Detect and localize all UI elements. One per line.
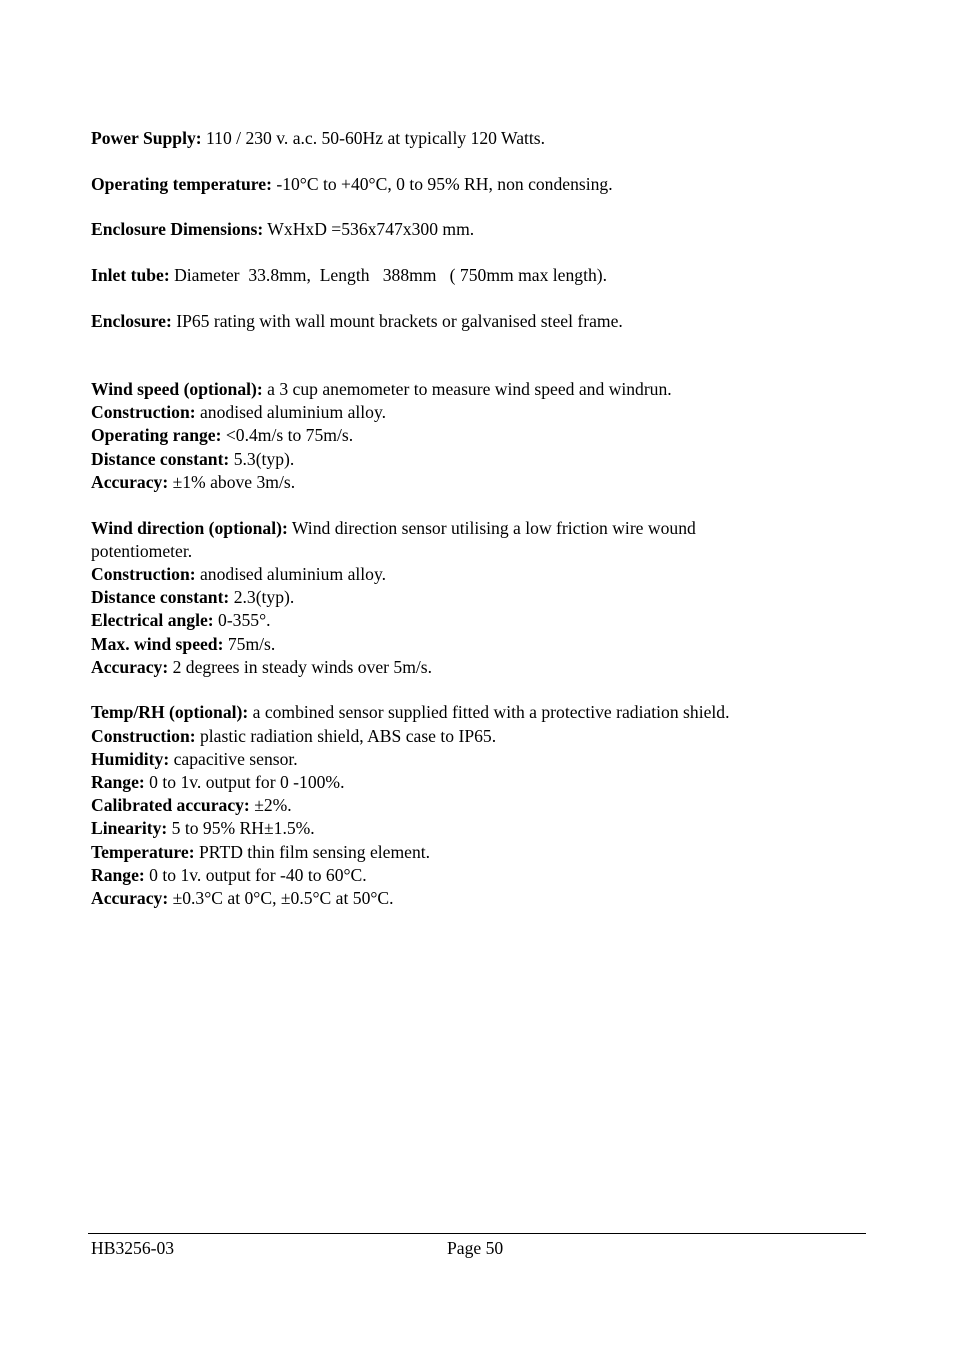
spec-value: Diameter 33.8mm, Length 388mm ( 750mm max length). xyxy=(169,265,608,286)
spec-line xyxy=(91,656,871,679)
spec-line xyxy=(91,794,871,817)
spec-value: ±1% above 3m/s. xyxy=(168,471,296,492)
spec-label: Accuracy: xyxy=(91,888,169,909)
section-spacer xyxy=(91,287,871,310)
spec-value: -10°C to +40°C, 0 to 95% RH, non condensing. xyxy=(271,173,613,194)
spec-label: Temperature: xyxy=(91,841,195,862)
spec-value: potentiometer. xyxy=(91,540,193,561)
spec-label: Distance constant: xyxy=(91,587,230,608)
spec-line xyxy=(91,817,871,840)
spec-line xyxy=(91,841,871,864)
spec-value: plastic radiation shield, ABS case to IP65. xyxy=(195,725,497,746)
spec-value: IP65 rating with wall mount brackets or galvanised steel frame. xyxy=(171,310,623,331)
footer-rule xyxy=(88,1233,866,1234)
spec-value: a combined sensor supplied fitted with a protective radiation shield. xyxy=(248,702,730,723)
footer-doc-id: HB3256-03 xyxy=(91,1238,175,1258)
spec-label: Construction: xyxy=(91,725,196,746)
spec-value: WxHxD =536x747x300 mm. xyxy=(263,219,475,240)
spec-value: ±2%. xyxy=(249,795,292,816)
spec-line xyxy=(91,540,871,563)
spec-line xyxy=(91,127,871,150)
spec-value: 75m/s. xyxy=(223,633,276,654)
spec-value: ±0.3°C at 0°C, ±0.5°C at 50°C. xyxy=(168,888,394,909)
spec-value: 5.3(typ). xyxy=(229,448,295,469)
spec-label: Temp/RH (optional): xyxy=(91,702,249,723)
spec-label: Construction: xyxy=(91,563,196,584)
spec-line xyxy=(91,748,871,771)
spec-line xyxy=(91,310,871,333)
spec-label: Range: xyxy=(91,864,145,885)
spec-line xyxy=(91,264,871,287)
spec-value: anodised aluminium alloy. xyxy=(195,402,386,423)
spec-label: Enclosure Dimensions: xyxy=(91,219,264,240)
spec-value: <0.4m/s to 75m/s. xyxy=(221,425,354,446)
spec-value: 0 to 1v. output for -40 to 60°C. xyxy=(144,864,367,885)
section-spacer xyxy=(91,333,871,378)
footer-page-number: Page 50 xyxy=(447,1238,504,1258)
spec-label: Wind speed (optional): xyxy=(91,379,263,400)
spec-label: Power Supply: xyxy=(91,128,202,148)
section-spacer xyxy=(91,679,871,702)
spec-label: Humidity: xyxy=(91,748,170,769)
spec-value: 0 to 1v. output for 0 -100%. xyxy=(144,772,345,793)
spec-line xyxy=(91,725,871,748)
spec-line xyxy=(91,887,871,910)
spec-line xyxy=(91,586,871,609)
spec-line xyxy=(91,401,871,424)
spec-line xyxy=(91,448,871,471)
spec-content xyxy=(91,127,871,910)
section-spacer xyxy=(91,196,871,219)
spec-value: Wind direction sensor utilising a low friction wire wound xyxy=(287,517,696,538)
spec-line xyxy=(91,864,871,887)
spec-value: capacitive sensor. xyxy=(169,748,298,769)
spec-value: 2.3(typ). xyxy=(229,587,295,608)
spec-label: Operating range: xyxy=(91,425,222,446)
spec-label: Construction: xyxy=(91,402,196,423)
spec-line xyxy=(91,771,871,794)
spec-label: Accuracy: xyxy=(91,656,169,677)
spec-line xyxy=(91,471,871,494)
spec-value: anodised aluminium alloy. xyxy=(195,563,386,584)
spec-line xyxy=(91,173,871,196)
spec-label: Electrical angle: xyxy=(91,610,214,631)
spec-label: Linearity: xyxy=(91,818,168,839)
spec-label: Distance constant: xyxy=(91,448,230,469)
spec-line xyxy=(91,378,871,401)
spec-label: Max. wind speed: xyxy=(91,633,224,654)
spec-label: Calibrated accuracy: xyxy=(91,795,250,816)
spec-line xyxy=(91,563,871,586)
spec-label: Accuracy: xyxy=(91,471,169,492)
spec-line xyxy=(91,424,871,447)
spec-line xyxy=(91,633,871,656)
spec-value: 110 / 230 v. a.c. 50-60Hz at typically 120 Watts. xyxy=(201,128,546,148)
spec-value: 5 to 95% RH±1.5%. xyxy=(167,818,315,839)
spec-value: PRTD thin film sensing element. xyxy=(194,841,431,862)
section-spacer xyxy=(91,242,871,265)
spec-label: Operating temperature: xyxy=(91,173,272,194)
spec-line xyxy=(91,701,871,724)
spec-value: 0-355°. xyxy=(213,610,271,631)
spec-value: 2 degrees in steady winds over 5m/s. xyxy=(168,656,433,677)
spec-line xyxy=(91,609,871,632)
spec-line xyxy=(91,218,871,241)
spec-label: Inlet tube: xyxy=(91,265,170,286)
section-spacer xyxy=(91,494,871,517)
spec-label: Range: xyxy=(91,772,145,793)
spec-line xyxy=(91,517,871,540)
spec-label: Wind direction (optional): xyxy=(91,517,288,538)
spec-value: a 3 cup anemometer to measure wind speed and windrun. xyxy=(262,379,672,400)
section-spacer xyxy=(91,150,871,173)
spec-label: Enclosure: xyxy=(91,310,172,331)
